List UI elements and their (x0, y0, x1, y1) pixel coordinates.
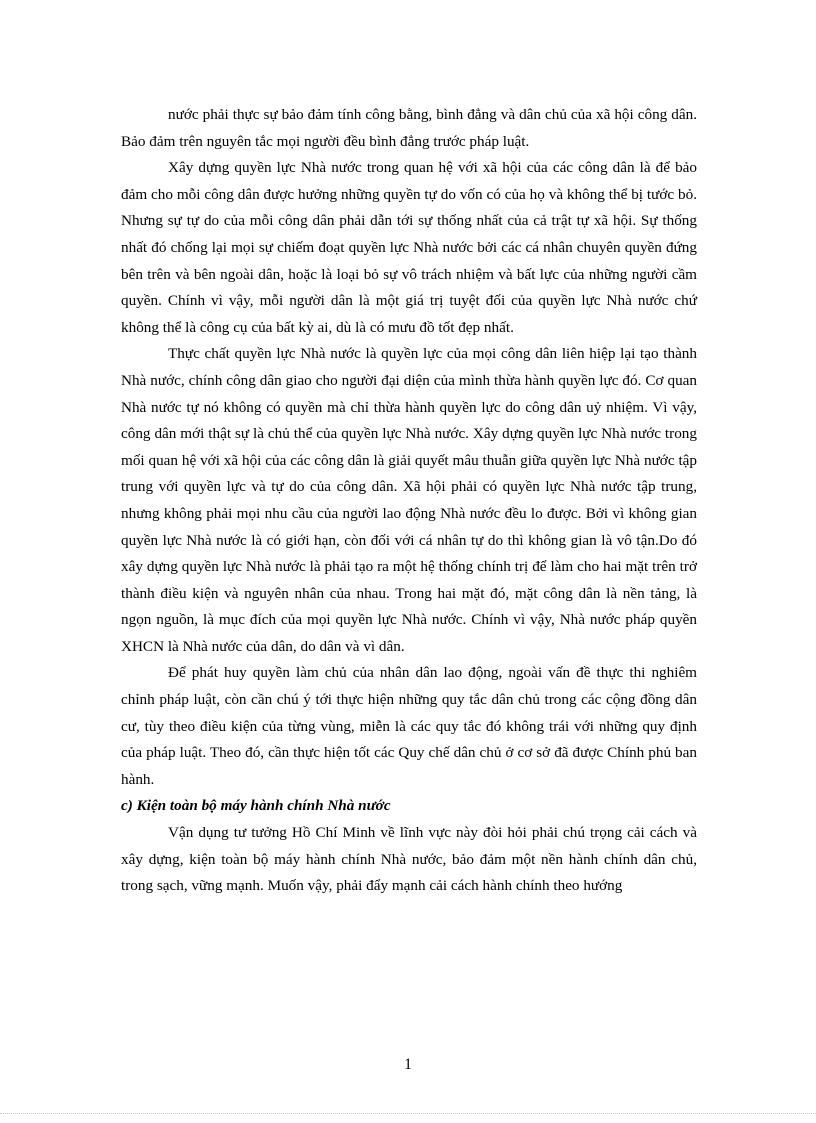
paragraph-3: Thực chất quyền lực Nhà nước là quyền lực của mọi công dân liên hiệp lại tạo thành Nhà nước, chính công dân giao cho người đại diện của mình thừa hành quyền lực đó. Cơ quan Nhà nước tự nó không có quyền mà chỉ thừa hành quyền lực do công dân uỷ nhiệm. Vì vậy, công dân mới thật sự là chủ thể của quyền lực Nhà nước. Xây dựng quyền lực Nhà nước trong mối quan hệ với xã hội của các công dân là giải quyết mâu thuẫn giữa quyền lực Nhà nước tập trung với quyền lực và tự do của công dân. Xã hội phải có quyền lực Nhà nước tập trung, nhưng không phải mọi nhu cầu của người lao động Nhà nước đều lo được. Bởi vì không gian quyền lực Nhà nước là có giới hạn, còn đối với cá nhân tự do thì không gian là vô tận.Do đó xây dựng quyền lực Nhà nước là phải tạo ra một hệ thống chính trị để làm cho hai mặt trên trở thành điều kiện và nguyên nhân của nhau. Trong hai mặt đó, mặt công dân là nền tảng, là ngọn nguồn, là mục đích của mọi quyền lực Nhà nước. Chính vì vậy, Nhà nước pháp quyền XHCN là Nhà nước của dân, do dân và vì dân. (121, 345, 697, 655)
paragraph-2: Xây dựng quyền lực Nhà nước trong quan hệ với xã hội của các công dân là để bảo đảm cho mỗi công dân được hưởng những quyền tự do vốn có của họ và không thể bị tước bỏ. Nhưng sự tự do của mỗi công dân phải dẫn tới sự thống nhất của cả trật tự xã hội. Sự thống nhất đó chống lại mọi sự chiếm đoạt quyền lực Nhà nước bởi các cá nhân chuyên quyền đứng bên trên và bên ngoài dân, hoặc là loại bỏ sự vô trách nhiệm và bất lực của những người cầm quyền. Chính vì vậy, mỗi người dân là một giá trị tuyệt đối của quyền lực Nhà nước chứ không thể là công cụ của bất kỳ ai, dù là có mưu đồ tốt đẹp nhất. (121, 159, 697, 336)
page-bottom-divider (0, 1113, 816, 1114)
page-number: 1 (404, 1056, 412, 1073)
paragraph-5: Vận dụng tư tưởng Hồ Chí Minh về lĩnh vực này đòi hỏi phải chú trọng cải cách và xây dựng, kiện toàn bộ máy hành chính Nhà nước, bảo đảm một nền hành chính dân chủ, trong sạch, vững mạnh. Muốn vậy, phải đẩy mạnh cải cách hành chính theo hướng (121, 824, 697, 895)
paragraph-1: nước phải thực sự bảo đảm tính công bằng, bình đẳng và dân chủ của xã hội công dân. Bảo đảm trên nguyên tắc mọi người đều bình đẳng trước pháp luật. (121, 106, 697, 150)
paragraph-4: Để phát huy quyền làm chủ của nhân dân lao động, ngoài vấn đề thực thi nghiêm chỉnh pháp luật, còn cần chú ý tới thực hiện những quy tắc dân chủ trong các cộng đồng dân cư, tùy theo điều kiện của từng vùng, miễn là các quy tắc đó không trái với những quy định của pháp luật. Theo đó, cần thực hiện tốt các Quy chế dân chủ ở cơ sở đã được Chính phủ ban hành. (121, 664, 697, 788)
section-heading: c) Kiện toàn bộ máy hành chính Nhà nước (121, 797, 391, 815)
body-text (121, 102, 697, 900)
